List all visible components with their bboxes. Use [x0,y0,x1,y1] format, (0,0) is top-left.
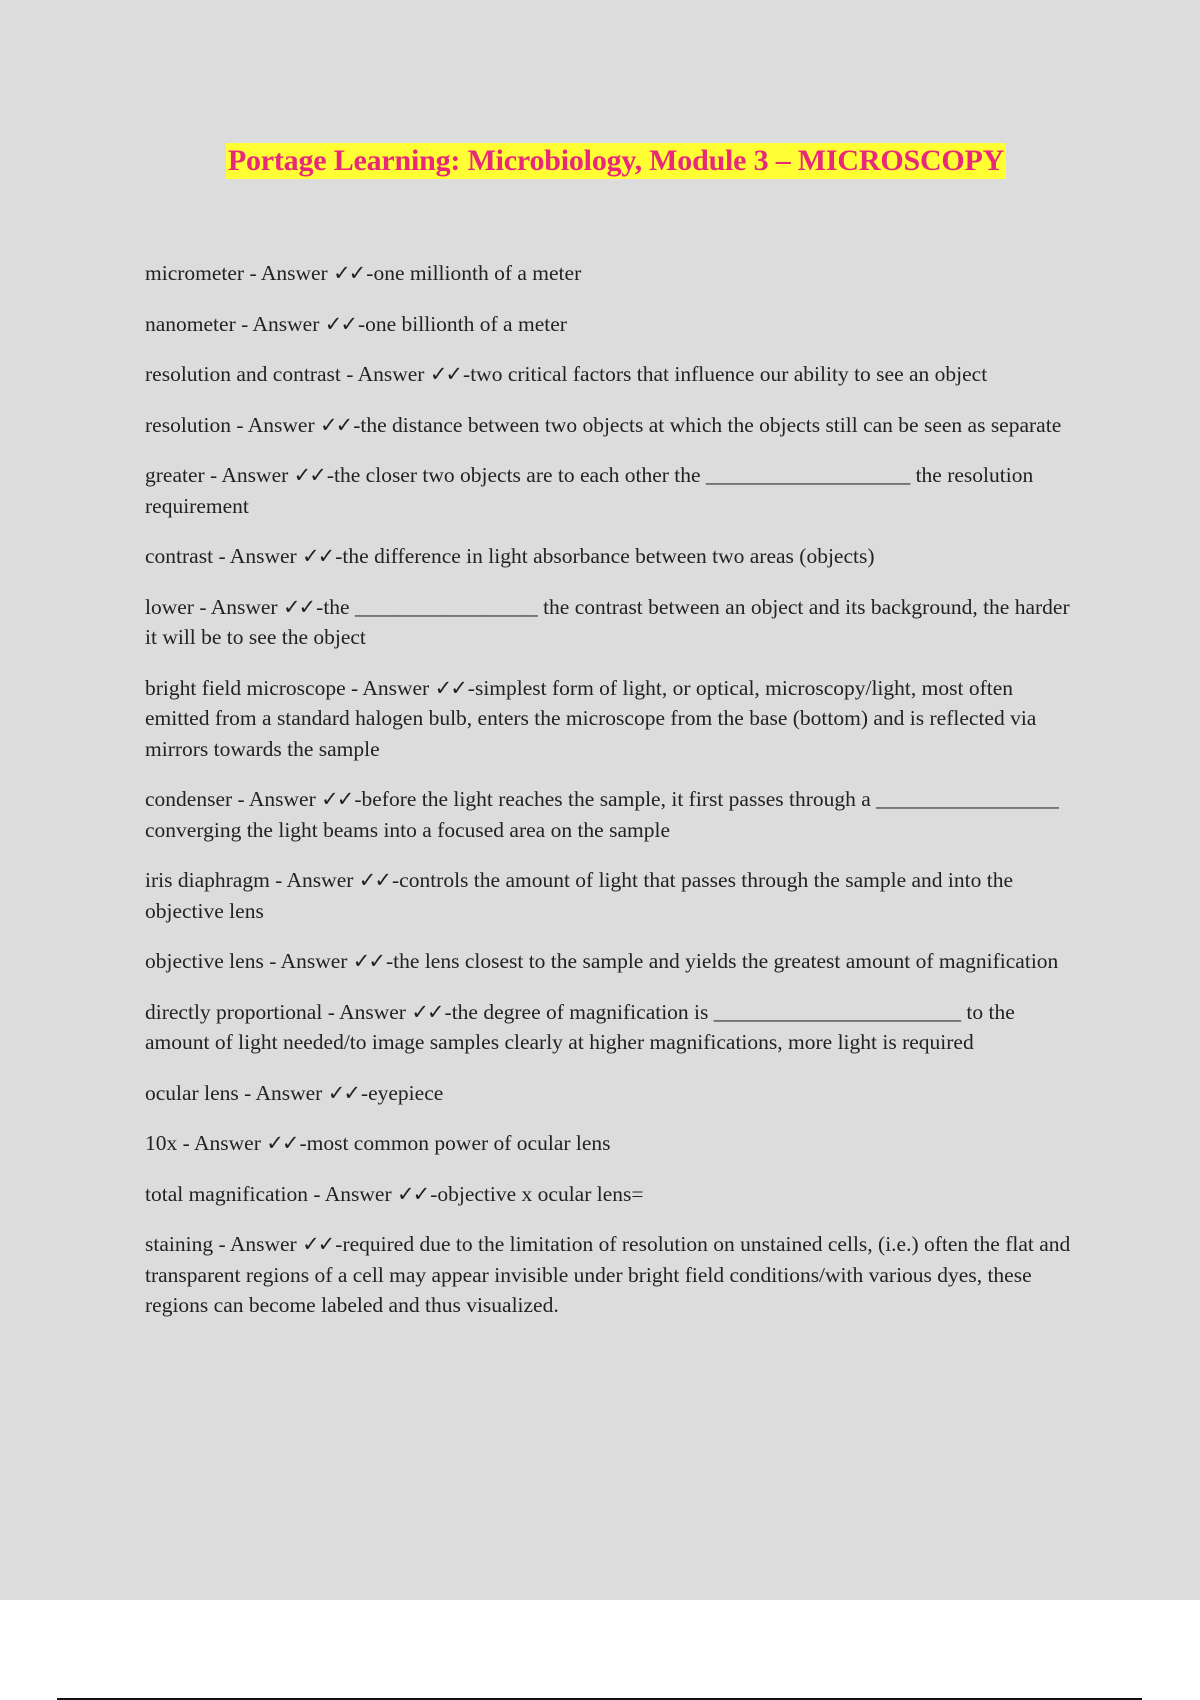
entry-term: nanometer [145,311,236,336]
check-icon: ✓✓ [352,949,384,973]
check-icon: ✓✓ [434,675,466,700]
entry-item: ocular lens - Answer ✓✓-eyepiece [145,1080,444,1105]
answer-label: Answer [252,311,320,336]
check-icon: ✓✓ [319,412,352,437]
entry-term: lower [145,594,194,619]
check-icon: ✓✓ [324,311,356,336]
entry-definition: two critical factors that influence our ability to see an object [470,362,988,386]
entry-definition: one billionth of a meter [365,311,567,336]
entry-term: total magnification [145,1181,308,1206]
check-icon: ✓✓ [302,544,334,568]
check-icon: ✓✓ [302,1232,334,1256]
entry-term: condenser [145,787,233,811]
check-icon: ✓✓ [429,362,462,386]
entry-term: 10x [145,1131,178,1155]
entry-item: greater - Answer ✓✓-the closer two objects are to each other the ___________________ the resolution requirement [145,463,1034,518]
entry-item: lower - Answer ✓✓-the _________________ the contrast between an object and its background, the harder it will be to see the object [145,594,1070,649]
entry-item: resolution and contrast - Answer ✓✓-two critical factors that influence our ability to see an object [145,362,988,386]
check-icon: ✓✓ [327,1080,359,1105]
entry-item: 10x - Answer ✓✓-most common power of ocular lens [145,1131,611,1155]
entry-term: micrometer [145,261,245,285]
entry-definition: most common power of ocular lens [306,1131,611,1155]
entry-term: greater [145,463,205,487]
answer-label: Answer [339,999,406,1024]
answer-label: Answer [248,787,316,811]
entry-definition: one millionth of a meter [373,261,582,285]
entry-item: contrast - Answer ✓✓-the difference in light absorbance between two areas (objects) [145,544,875,568]
answer-label: Answer [221,463,289,487]
check-icon: ✓✓ [396,1181,429,1206]
answer-label: Answer [229,1232,297,1256]
entry-item: condenser - Answer ✓✓-before the light reaches the sample, it first passes through a _________________ converging the light beams into a focused area on the sample [145,787,1059,842]
entry-item: micrometer - Answer ✓✓-one millionth of a meter [145,261,582,285]
entry-term: resolution and contrast [145,362,341,386]
entry-item: directly proportional - Answer ✓✓-the degree of magnification is _______________________ to the amount of light needed/to image samples clearly at higher magnifications, more light is required [145,999,1015,1054]
entry-definition: the lens closest to the sample and yields the greatest amount of magnification [393,949,1059,973]
entry-definition: before the light reaches the sample, it first passes through a _________________ converging the light beams into a focused area on the sample [145,787,1059,842]
entry-item: objective lens - Answer ✓✓-the lens closest to the sample and yields the greatest amount of magnification [145,949,1059,973]
entry-definition: controls the amount of light that passes through the sample and into the objective lens [145,868,1013,923]
entry-definition: eyepiece [368,1080,444,1105]
entry-item: total magnification - Answer ✓✓-objective x ocular lens= [145,1181,644,1206]
entry-term: directly proportional [145,999,323,1024]
check-icon: ✓✓ [282,594,315,619]
check-icon: ✓✓ [321,787,353,811]
answer-label: Answer [280,949,348,973]
answer-label: Answer [357,362,425,386]
document-title: Portage Learning: Microbiology, Module 3 – MICROSCOPY [227,144,1005,177]
entry-term: contrast [145,544,214,568]
check-icon: ✓✓ [266,1131,298,1155]
entry-item: resolution - Answer ✓✓-the distance between two objects at which the objects still can be seen as separate [145,412,1062,437]
entry-definition: the degree of magnification is _______________________ to the amount of light needed/to image samples clearly at higher magnifications, more light is required [145,999,1015,1054]
answer-label: Answer [286,868,354,892]
entry-term: bright field microscope [145,675,346,700]
entry-definition: the distance between two objects at which the objects still can be seen as separate [360,412,1062,437]
answer-label: Answer [324,1181,392,1206]
answer-label: Answer [229,544,297,568]
answer-label: Answer [210,594,278,619]
entry-item: bright field microscope - Answer ✓✓-simplest form of light, or optical, microscopy/light, most often emitted from a standard halogen bulb, enters the microscope from the base (bottom) and is reflected via mirrors towards the sample [145,675,1037,761]
check-icon: ✓✓ [411,999,443,1024]
check-icon: ✓✓ [333,261,365,285]
entry-term: staining [145,1232,214,1256]
answer-label: Answer [255,1080,323,1105]
answer-label: Answer [260,261,328,285]
entry-term: objective lens [145,949,264,973]
entry-definition: simplest form of light, or optical, microscopy/light, most often emitted from a standard halogen bulb, enters the microscope from the base (bottom) and is reflected via mirrors towards the sample [145,675,1037,761]
entry-definition: the closer two objects are to each other the ___________________ the resolution requirement [145,463,1034,518]
entry-term: ocular lens [145,1080,239,1105]
entry-definition: objective x ocular lens= [437,1181,644,1206]
entry-term: iris diaphragm [145,868,270,892]
title-container [0,143,1200,179]
check-icon: ✓✓ [293,463,325,487]
entry-definition: required due to the limitation of resolution on unstained cells, (i.e.) often the flat and transparent regions of a cell may appear invisible under bright field conditions/with various dyes, these regions can become labeled and thus visualized. [145,1232,1071,1317]
entry-term: resolution [145,412,231,437]
entry-item: nanometer - Answer ✓✓-one billionth of a meter [145,311,567,336]
entry-definition: the _________________ the contrast between an object and its background, the harder it will be to see the object [145,594,1070,649]
check-icon: ✓✓ [358,868,390,892]
entry-item: staining - Answer ✓✓-required due to the limitation of resolution on unstained cells, (i.e.) often the flat and transparent regions of a cell may appear invisible under bright field conditions/with various dyes, these regions can become labeled and thus visualized. [145,1232,1071,1317]
answer-label: Answer [362,675,430,700]
answer-label: Answer [193,1131,261,1155]
entry-definition: the difference in light absorbance between two areas (objects) [342,544,875,568]
entry-item: iris diaphragm - Answer ✓✓-controls the amount of light that passes through the sample and into the objective lens [145,868,1013,923]
entry-list [145,258,1080,1341]
answer-label: Answer [247,412,315,437]
